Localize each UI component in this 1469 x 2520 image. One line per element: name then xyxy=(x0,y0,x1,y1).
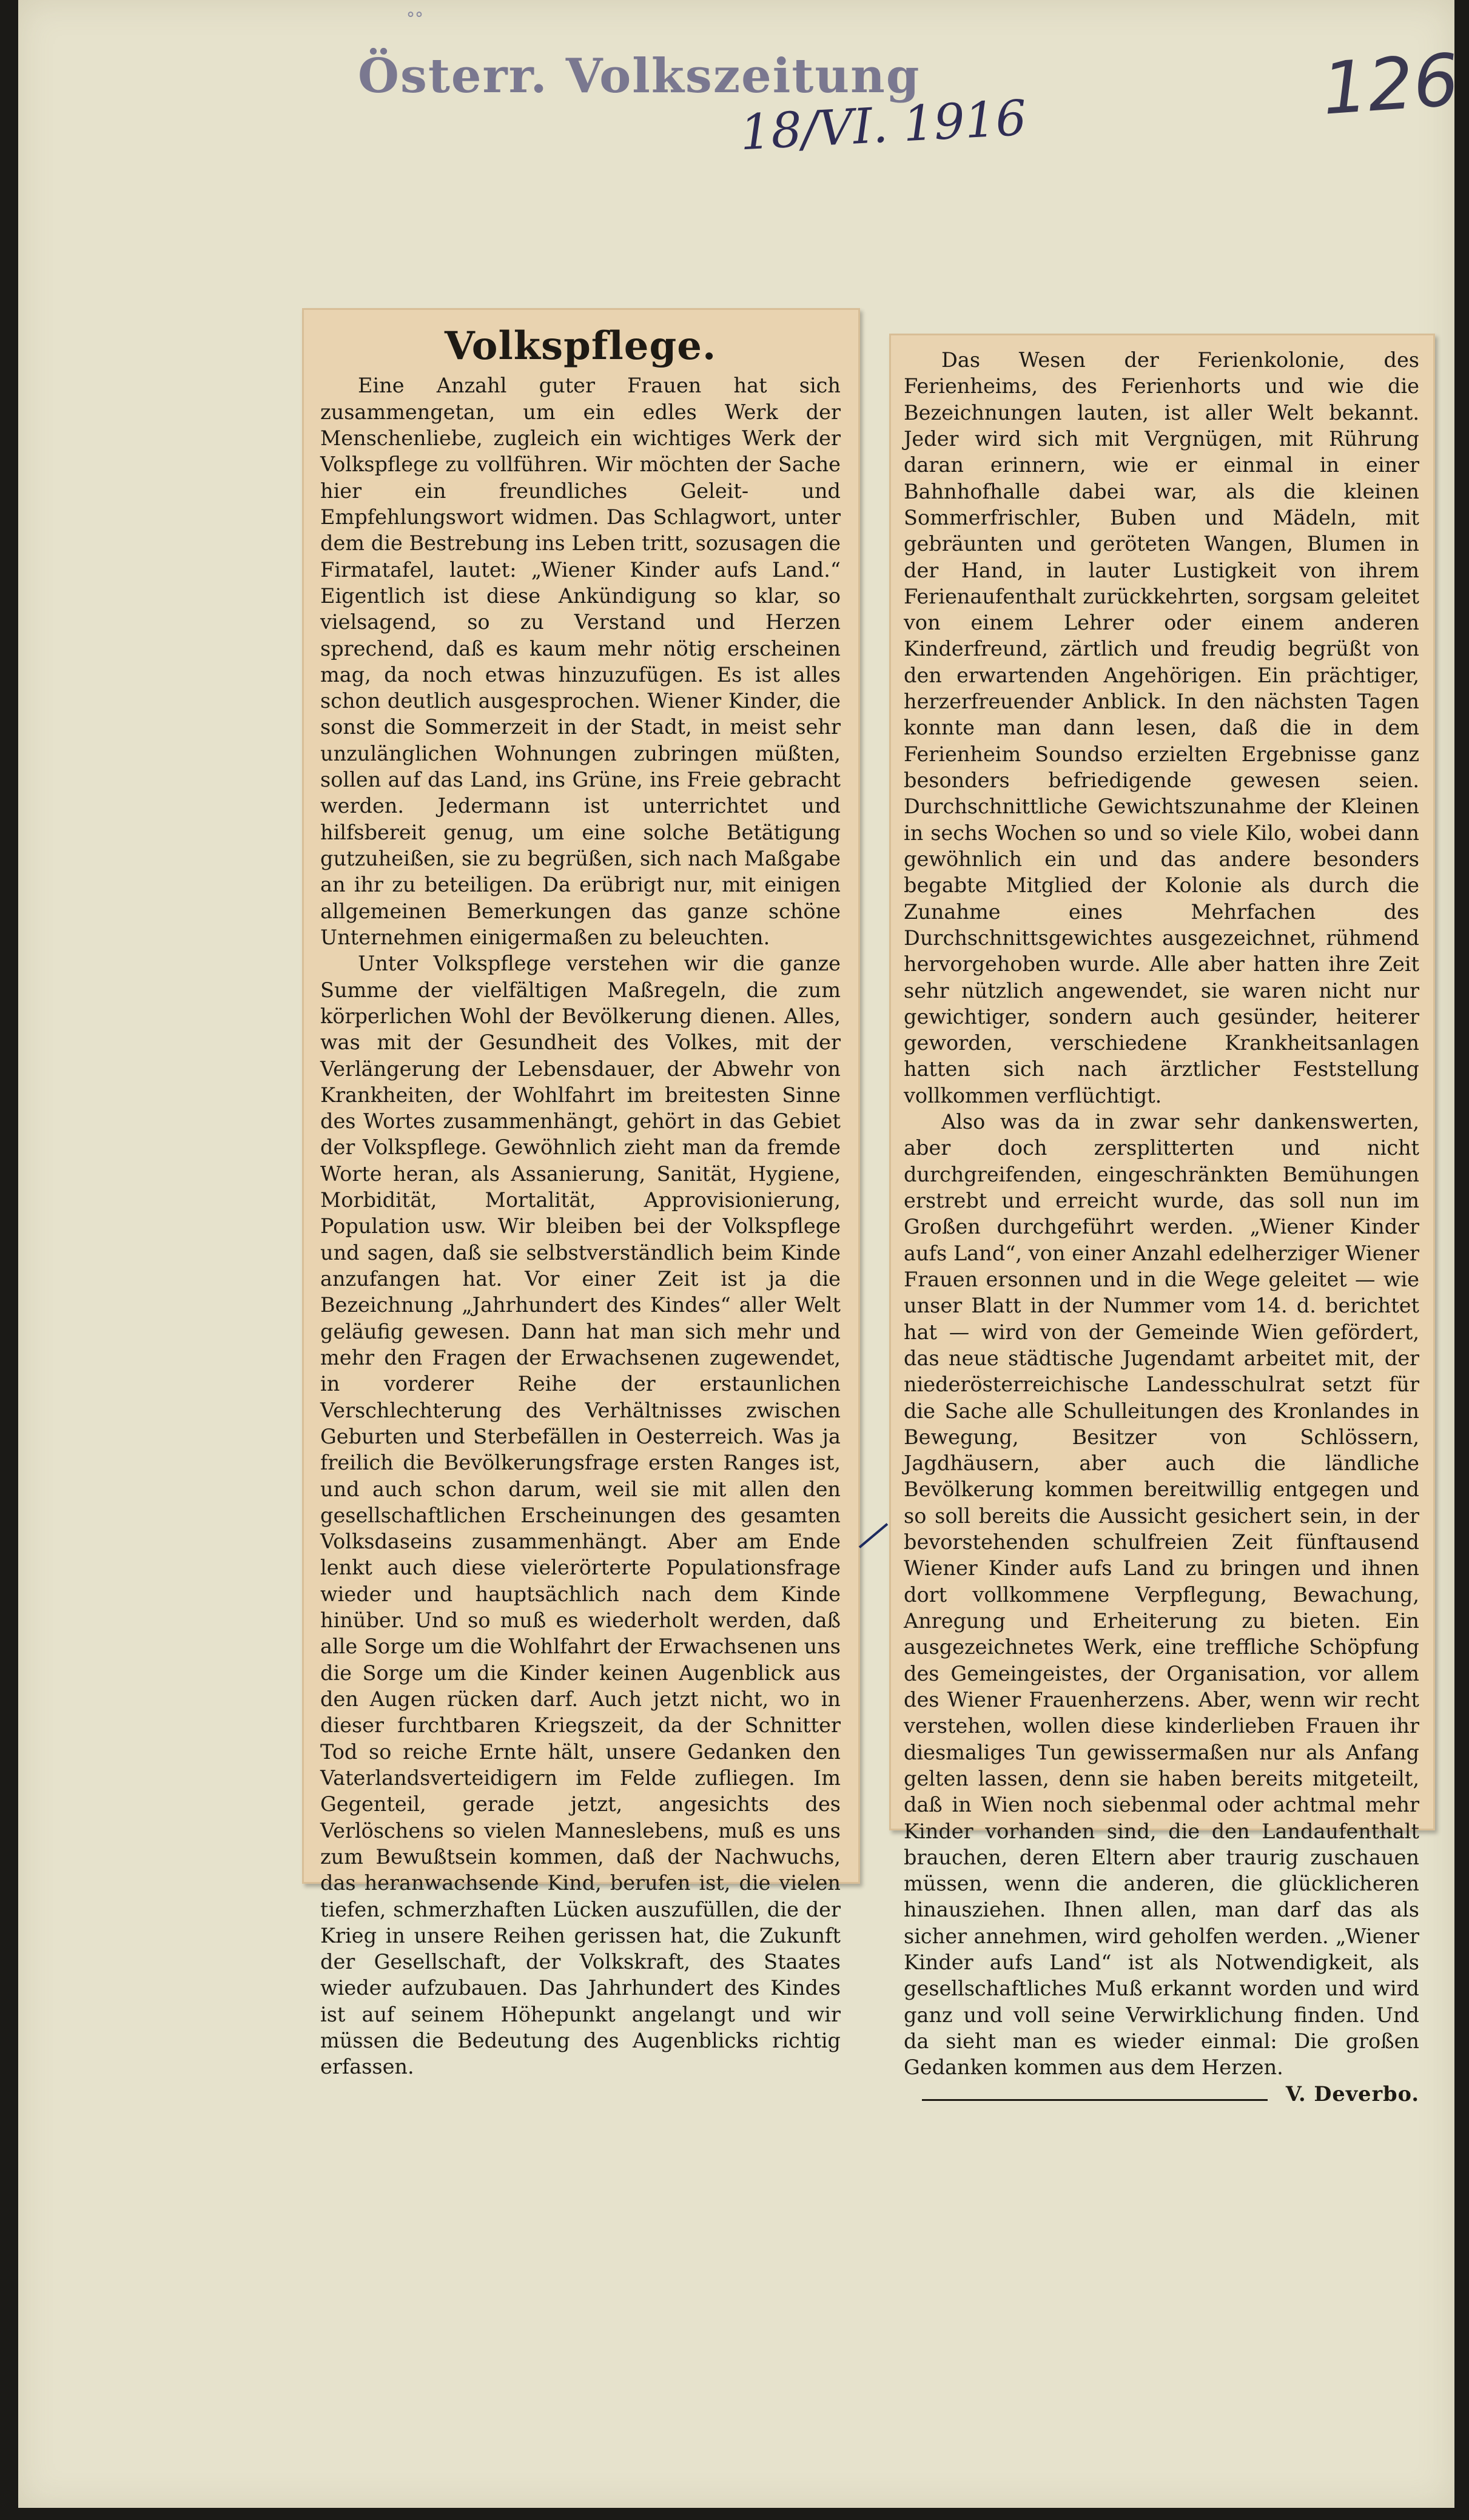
pen-mark xyxy=(859,1523,889,1548)
archive-sheet xyxy=(18,0,1462,2508)
signature-line xyxy=(904,2081,1419,2107)
archive-number: 126 xyxy=(1319,38,1462,131)
stamp-dots: °° xyxy=(406,8,423,29)
article-paragraph: Unter Volkspflege verstehen wir die ganze Summe der vielfältigen Maßregeln, die zum körperlichen Wohl der Bevölkerung dienen. Alles, was mit der Gesundheit des Volkes, mit der Verlängerung der Lebensdauer, der Abwehr von Krankheiten, der Wohlfahrt im breitesten Sinne des Wortes zusammenhängt, gehört in das Gebiet der Volkspflege. Gewöhnlich zieht man da fremde Worte heran, als Assanierung, Sanität, Hygiene, Morbidität, Mortalität, Approvisionierung, Population usw. Wir bleiben bei der Volkspflege und sagen, daß sie selbstverständlich beim Kinde anzufangen hat. Vor einer Zeit ist ja die Bezeichnung „Jahrhundert des Kindes“ aller Welt geläufig gewesen. Dann hat man sich mehr und mehr den Fragen der Erwachsenen zugewendet, in vorderer Reihe der erstaunlichen Verschlechterung des Verhältnisses zwischen Geburten und Sterbefällen in Oesterreich. Was ja freilich die Bevölkerungsfrage ersten Ranges ist, und auch schon darum, weil sie mit allen den gesellschaftlichen Erscheinungen des gesamten Volksdaseins zusammenhängt. Aber am Ende lenkt auch diese vielerörterte Populationsfrage wieder und hauptsächlich nach dem Kinde hinüber. Und so muß es wiederholt werden, daß alle Sorge um die Wohlfahrt der Erwachsenen uns die Sorge um die Kinder keinen Augenblick aus den Augen rücken darf. Auch jetzt nicht, wo in dieser furchtbaren Kriegszeit, da der Schnitter Tod so reiche Ernte hält, unsere Gedanken den Vaterlandsverteidigern im Felde zufliegen. Im Gegenteil, gerade jetzt, angesichts des Verlöschens so vielen Manneslebens, muß es uns zum Bewußtsein kommen, daß der Nachwuchs, das heranwachsende Kind, berufen ist, die vielen tiefen, schmerzhaften Lücken auszufüllen, die der Krieg in unsere Reihen gerissen hat, die Zukunft der Gesellschaft, der Volkskraft, des Staates wieder aufzubauen. Das Jahrhundert des Kindes ist auf seinem Höhepunkt angelangt und wir müssen die Bedeutung des Augenblicks richtig erfassen. xyxy=(320,952,841,2079)
clipping-right-column xyxy=(889,334,1435,2106)
signature-rule xyxy=(922,2098,1268,2101)
author-signature: V. Deverbo. xyxy=(1285,2082,1419,2106)
handwritten-date: 18/VI. 1916 xyxy=(738,89,1028,161)
newspaper-stamp: Österr. Volkszeitung xyxy=(358,49,921,104)
article-title: Volkspflege. xyxy=(445,323,717,369)
article-paragraph: Das Wesen der Ferienkolonie, des Ferienheims, des Ferienhorts und wie die Bezeichnungen lauten, ist aller Welt bekannt. Jeder wird sich mit Vergnügen, mit Rührung daran erinnern, wie er einmal in einer Bahnhofhalle dabei war, als die kleinen Sommerfrischler, Buben und Mädeln, mit gebräunten und geröteten Wangen, Blumen in der Hand, in lauter Lustigkeit von ihrem Ferienaufenthalt zurückkehrten, sorgsam geleitet von einem Lehrer oder einem anderen Kinderfreund, zärtlich und freudig begrüßt von den erwartenden Angehörigen. Ein prächtiger, herzerfreuender Anblick. In den nächsten Tagen konnte man dann lesen, daß die in dem Ferienheim Soundso erzielten Ergebnisse ganz besonders befriedigende gewesen seien. Durchschnittliche Gewichtszunahme der Kleinen in sechs Wochen so und so viele Kilo, wobei dann gewöhnlich ein und das andere besonders begabte Mitglied der Kolonie als durch die Zunahme eines Mehrfachen des Durchschnittsgewichtes ausgezeichnet, rühmend hervorgehoben wurde. Alle aber hatten ihre Zeit sehr nützlich angewendet, sie waren nicht nur gewichtiger, sondern auch gesünder, heiterer geworden, verschiedene Krankheitsanlagen hatten sich nach ärztlicher Feststellung vollkommen verflüchtigt. xyxy=(904,348,1419,1107)
article-paragraph: Eine Anzahl guter Frauen hat sich zusammengetan, um ein edles Werk der Menschenliebe, zugleich ein wichtiges Werk der Volkspflege zu vollführen. Wir möchten der Sache hier ein freundliches Geleit- und Empfehlungswort widmen. Das Schlagwort, unter dem die Bestrebung ins Leben tritt, sozusagen die Firmatafel, lautet: „Wiener Kinder aufs Land.“ Eigentlich ist diese Ankündigung so klar, so vielsagend, so zu Verstand und Herzen sprechend, daß es kaum mehr nötig erscheinen mag, da noch etwas hinzuzufügen. Es ist alles schon deutlich ausgesprochen. Wiener Kinder, die sonst die Sommerzeit in der Stadt, in meist sehr unzulänglichen Wohnungen zubringen müßten, sollen auf das Land, ins Grüne, ins Freie gebracht werden. Jedermann ist unterrichtet und hilfsbereit genug, um eine solche Betätigung gutzuheißen, sie zu begrüßen, sich nach Maßgabe an ihr zu beteiligen. Da erübrigt nur, mit einigen allgemeinen Bemerkungen das ganze schöne Unternehmen einigermaßen zu beleuchten. xyxy=(320,374,841,949)
clipping-left-column xyxy=(302,308,860,2079)
article-paragraph: Also was da in zwar sehr dankenswerten, aber doch zersplitterten und nicht durchgreifenden, eingeschränkten Bemühungen erstrebt und erreicht wurde, das soll nun im Großen durchgeführt werden. „Wiener Kinder aufs Land“, von einer Anzahl edelherziger Wiener Frauen ersonnen und in die Wege geleitet — wie unser Blatt in der Nummer vom 14. d. berichtet hat — wird von der Gemeinde Wien gefördert, das neue städtische Jugendamt arbeitet mit, der niederösterreichische Landesschulrat setzt für die Sache alle Schulleitungen des Kronlandes in Bewegung, Besitzer von Schlössern, Jagdhäusern, aber auch die ländliche Bevölkerung kommen bereitwillig entgegen und so soll bereits die Aussicht gesichert sein, in der bevorstehenden schulfreien Zeit fünftausend Wiener Kinder aufs Land zu bringen und ihnen dort vollkommene Verpflegung, Bewachung, Anregung und Erheiterung zu bieten. Ein ausgezeichnetes Werk, eine treffliche Schöpfung des Gemeingeistes, der Organisation, vor allem des Wiener Frauenherzens. Aber, wenn wir recht verstehen, wollen diese kinderlieben Frauen ihr diesmaliges Tun gewissermaßen nur als Anfang gelten lassen, denn sie haben bereits mitgeteilt, daß in Wien noch siebenmal oder achtmal mehr Kinder vorhanden sind, die den Landaufenthalt brauchen, deren Eltern aber traurig zuschauen müssen, wenn die anderen, die glücklicheren hinausziehen. Ihnen allen, man darf das als sicher annehmen, wird geholfen werden. „Wiener Kinder aufs Land“ ist als Notwendigkeit, als gesellschaftliches Muß erkannt worden und wird ganz und voll seine Verwirklichung finden. Und da sieht man es wieder einmal: Die großen Gedanken kommen aus dem Herzen. xyxy=(904,1110,1419,2080)
